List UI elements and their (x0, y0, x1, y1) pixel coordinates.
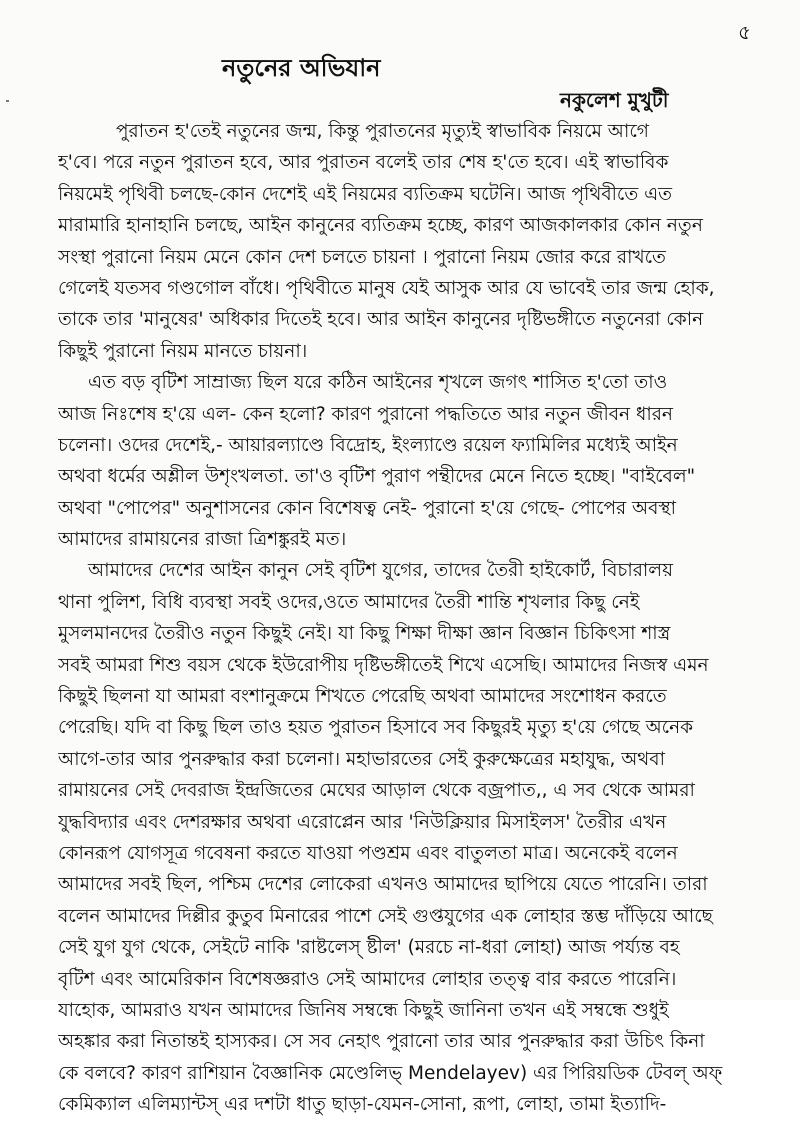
text-line: অথবা ধর্মের অশ্লীল উশৃংখলতা. তা'ও বৃটিশ পুরাণ পন্থীদের মেনে নিতে হচ্ছে। "বাইবেল" (58, 466, 696, 488)
text-line: অহঙ্কার করা নিতান্তই হাস্যকর। সে সব নেহাৎ পুরানো তার আর পুনরুদ্ধার করা উচিৎ কিনা (58, 1031, 705, 1053)
text-line: রামায়নের সেই দেবরাজ ইন্দ্রজিতের মেঘের আড়াল থেকে বজ্রপাত,, এ সব থেকে আমরা (58, 780, 695, 802)
text-line: আমাদের সবই ছিল, পশ্চিম দেশের লোকেরা এখনও আমাদের ছাপিয়ে যেতে পারেনি। তারা (58, 874, 708, 896)
text-line: সংস্থা পুরানো নিয়ম মেনে কোন দেশ চলতে চায়না । পুরানো নিয়ম জোর করে রাখতে (58, 246, 666, 268)
text-line: আমাদের দেশের আইন কানুন সেই বৃটিশ যুগের, তাদের তৈরী হাইকোর্ট, বিচারালয় (88, 560, 673, 582)
text-line: পুরাতন হ'তেই নতুনের জন্ম, কিন্তু পুরাতনের মৃত্যুই স্বাভাবিক নিয়মে আগে (116, 121, 649, 142)
text-line: চলেনা। ওদের দেশেই,- আয়ারল্যাণ্ডে বিদ্রোহ, ইংল্যাণ্ডে রয়েল ফ্যামিলির মধ্যেই আইন (58, 434, 678, 456)
article-title: নতুনের অভিযান (222, 54, 381, 82)
text-line: কিছুই ছিলনা যা আমরা বংশানুক্রমে শিখতে পেরেছি অথবা আমাদের সংশোধন করতে (58, 686, 667, 708)
text-line: মারামারি হানাহানি চলছে, আইন কানুনের ব্যতিক্রম হচ্ছে, কারণ আজকালকার কোন নতুন (58, 215, 703, 237)
text-line: তাকে তার 'মানুষের' অধিকার দিতেই হবে। আর আইন কানুনের দৃষ্টিভঙ্গীতে নতুনেরা কোন (58, 309, 704, 331)
text-line: যাহোক, আমরাও যখন আমাদের জিনিষ সম্বন্ধে কিছুই জানিনা তখন এই সম্বন্ধে শুধুই (58, 999, 669, 1021)
text-line: কেমিক্যাল এলিম্যান্টস্ এর দশটা ধাতু ছাড়া-যেমন-সোনা, রূপা, লোহা, তামা ইত্যাদি- (58, 1094, 667, 1116)
text-line: মুসলমানদের তৈরীও নতুন কিছুই নেই। যা কিছু শিক্ষা দীক্ষা জ্ঞান বিজ্ঞান চিকিৎসা শাস্ত্র (58, 623, 671, 645)
text-line: বলেন আমাদের দিল্লীর কুতুব মিনারের পাশে সেই গুপ্তযুগের এক লোহার স্তম্ভ দাঁড়িয়ে আছে (58, 905, 713, 927)
text-line: হ'বে। পরে নতুন পুরাতন হবে, আর পুরাতন বলেই তার শেষ হ'তে হবে। এই স্বাভাবিক (58, 152, 669, 174)
text-line: আমাদের রামায়নের রাজা ত্রিশঙ্কুরই মত। (58, 529, 347, 551)
article-body (58, 116, 774, 1121)
page-number: ৫ (738, 20, 751, 44)
text-line: অথবা "পোপের" অনুশাসনের কোন বিশেষত্ব নেই- পুরানো হ'য়ে গেছে- পোপের অবস্থা (58, 497, 676, 519)
text-line: থানা পুলিশ, বিধি ব্যবস্থা সবই ওদের,ওতে আমাদের তৈরী শান্তি শৃখলার কিছু নেই (58, 591, 640, 613)
text-line: যুদ্ধবিদ্যার এবং দেশরক্ষার অথবা এরোপ্লেন আর 'নিউক্লিয়ার মিসাইলস' তৈরীর এখন (58, 811, 667, 833)
text-line: বৃটিশ এবং আমেরিকান বিশেষজ্ঞরাও সেই আমাদের লোহার তত্ত্ব বার করতে পারেনি। (58, 968, 677, 990)
text-line: কিছুই পুরানো নিয়ম মানতে চায়না। (58, 340, 308, 362)
text-line: এত বড় বৃটিশ সাম্রাজ্য ছিল যরে কঠিন আইনের শৃখলে জগৎ শাসিত হ'তো তাও (88, 372, 668, 394)
text-line: কোনরূপ যোগসূত্র গবেষনা করতে যাওয়া পণ্ডশ্রম এবং বাতুলতা মাত্র। অনেকেই বলেন (58, 842, 678, 864)
text-line: গেলেই যতসব গণ্ডগোল বাঁধে। পৃথিবীতে মানুষ যেই আসুক আর যে ভাবেই তার জন্ম হোক, (58, 277, 715, 299)
scan-speck (6, 100, 9, 102)
text-line: নিয়মেই পৃথিবী চলছে-কোন দেশেই এই নিয়মের ব্যতিক্রম ঘটেনি। আজ পৃথিবীতে এত (58, 183, 673, 205)
text-line: কে বলবে? কারণ রাশিয়ান বৈজ্ঞানিক মেণ্ডেলিভ্ Mendelayev) এর পিরিয়ডিক টেবল্ অফ্ (58, 1062, 723, 1084)
text-line: আগে-তার আর পুনরুদ্ধার করা চলেনা। মহাভারতের সেই কুরুক্ষেত্রের মহাযুদ্ধ, অথবা (58, 748, 665, 770)
text-line: সবই আমরা শিশু বয়স থেকে ইউরোপীয় দৃষ্টিভঙ্গীতেই শিখে এসেছি। আমাদের নিজস্ব এমন (58, 654, 709, 676)
text-line: পেরেছি। যদি বা কিছু ছিল তাও হয়ত পুরাতন হিসাবে সব কিছুরই মৃত্যু হ'য়ে গেছে অনেক (58, 717, 694, 739)
author-name: নকুলেশ মুখুটী (560, 88, 669, 112)
text-line: সেই যুগ যুগ থেকে, সেইটে নাকি 'রাষ্টলেস্ ষ্টীল' (মরচে না-ধরা লোহা) আজ পর্য্যন্ত বহ (58, 937, 680, 959)
text-line: আজ নিঃশেষ হ'য়ে এল- কেন হলো? কারণ পুরানো পদ্ধতিতে আর নতুন জীবন ধারন (58, 403, 673, 425)
